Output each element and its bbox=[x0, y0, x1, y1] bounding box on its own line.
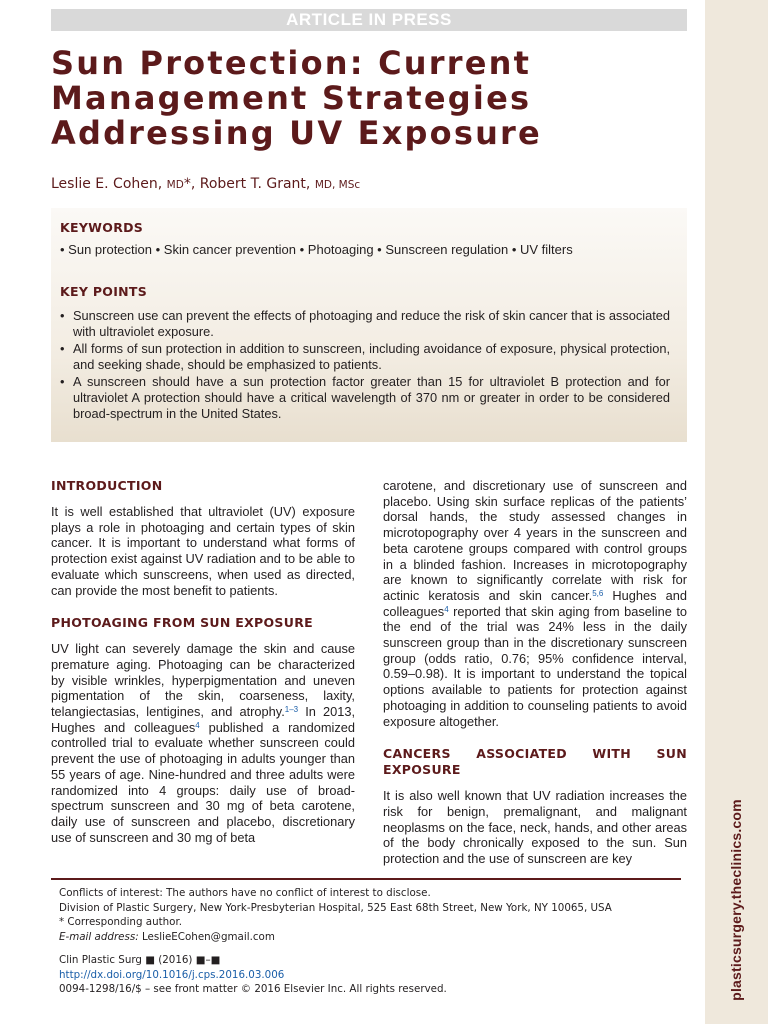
article-in-press-banner: ARTICLE IN PRESS bbox=[51, 9, 687, 31]
photoaging-paragraph bbox=[51, 641, 355, 845]
affiliation-note: Division of Plastic Surgery, New York-Presbyterian Hospital, 525 East 68th Street, New York, NY 10065, USA bbox=[59, 901, 612, 914]
cancers-paragraph: It is also well known that UV radiation increases the risk for benign, premalignant, and malignant neoplasms on the face, neck, hands, and other areas of the body chronically exposed to the sun. Sun protection and the use of sunscreen are key bbox=[383, 788, 687, 867]
author-1-degree: MD bbox=[166, 179, 184, 191]
footnotes bbox=[59, 886, 699, 944]
email-address[interactable]: LeslieECohen@gmail.com bbox=[138, 930, 275, 943]
author-2-name: Robert T. Grant, bbox=[199, 176, 315, 192]
conflicts-note: Conflicts of interest: The authors have no conflict of interest to disclose. bbox=[59, 887, 431, 899]
key-point-item: • Sunscreen use can prevent the effects of photoaging and reduce the risk of skin cancer that is associated with ultraviolet exposure. bbox=[60, 308, 670, 340]
right-column bbox=[383, 478, 687, 867]
copyright-line: 0094-1298/16/$ – see front matter © 2016 Elsevier Inc. All rights reserved. bbox=[59, 983, 447, 995]
continued-text-2: Hughes and colleagues bbox=[383, 587, 687, 619]
left-column bbox=[51, 478, 355, 845]
reference-link[interactable]: 1–3 bbox=[284, 705, 299, 715]
journal-url[interactable]: plasticsurgery.theclinics.com bbox=[728, 799, 744, 1001]
photoaging-heading: PHOTOAGING FROM SUN EXPOSURE bbox=[51, 615, 313, 631]
author-2-degree: MD, MSc bbox=[314, 179, 361, 191]
cancers-heading: CANCERS ASSOCIATED WITH SUN EXPOSURE bbox=[383, 746, 687, 778]
email-note bbox=[59, 930, 699, 945]
doi-link[interactable]: http://dx.doi.org/10.1016/j.cps.2016.03.006 bbox=[59, 968, 285, 981]
title-line-2: Management Strategies bbox=[51, 79, 532, 117]
photoaging-text-2: In 2013, Hughes and colleagues bbox=[51, 704, 356, 735]
key-point-item: • All forms of sun protection in addition to sunscreen, including avoidance of exposure, physical protection, and seeking shade, should be emphasized to patients. bbox=[60, 341, 670, 373]
author-1-name: Leslie E. Cohen, bbox=[51, 176, 167, 192]
corresponding-note: * Corresponding author. bbox=[59, 916, 183, 928]
reference-link[interactable]: 4 bbox=[195, 720, 200, 730]
key-point-item: • A sunscreen should have a sun protection factor greater than 15 for ultraviolet B protection and for ultraviolet A protection should have a critical wavelength of 370 nm or greater in order to be considered broad-spectrum in the United States. bbox=[60, 374, 670, 422]
key-points-list bbox=[60, 308, 670, 423]
footnote-divider bbox=[51, 878, 681, 880]
author-line bbox=[51, 176, 360, 192]
continued-text-3: reported that skin aging from baseline to the end of the trial was 24% less in the daily sunscreen group than in the discretionary sunscreen group (odds ratio, 0.76; 95% confidence interval, 0.59–0.98). It is important to understand the topical options available to patients for protection against photoaging in addition to counseling patients to avoid exposure altogether. bbox=[383, 603, 687, 729]
corresponding-mark: *, bbox=[183, 176, 200, 192]
email-label: E-mail address: bbox=[59, 930, 139, 943]
title-line-1: Sun Protection: Current bbox=[51, 44, 532, 82]
citation-block bbox=[59, 953, 447, 997]
journal-citation: Clin Plastic Surg ■ (2016) ■–■ bbox=[59, 954, 221, 966]
continued-paragraph bbox=[383, 478, 687, 729]
reference-link[interactable]: 4 bbox=[444, 604, 449, 614]
keywords-keypoints-box bbox=[51, 208, 687, 442]
continued-text-1: carotene, and discretionary use of sunscreen and placebo. Using skin surface replicas of the patients’ dorsal hands, the study assessed changes in microtopography over 4 years in the sunscreen and beta carotene groups compared with control groups in a blinded fashion. Increases in microtopography are known to significantly correlate with risk for actinic keratosis and skin cancer. bbox=[383, 478, 687, 603]
keywords-heading: KEYWORDS bbox=[60, 220, 144, 235]
article-title bbox=[51, 46, 691, 151]
photoaging-text-3: published a randomized controlled trial to evaluate whether sunscreen could prevent the use of photoaging in adults younger than 55 years of age. Nine-hundred and three adults were randomized into 4 groups: daily use of broad-spectrum sunscreen and 30 mg of beta carotene, daily use of sunscreen and placebo, discretionary use of sunscreen and 30 mg of beta bbox=[51, 719, 355, 845]
title-line-3: Addressing UV Exposure bbox=[51, 114, 542, 152]
reference-link[interactable]: 5,6 bbox=[592, 588, 604, 598]
key-points-heading: KEY POINTS bbox=[60, 284, 148, 299]
introduction-paragraph: It is well established that ultraviolet (UV) exposure plays a role in photoaging and certain types of skin cancer. It is important to understand what forms of protection exist against UV radiation and to be able to evaluate which sunscreens, when used as directed, can provide the most benefit to patients. bbox=[51, 504, 355, 598]
photoaging-text-1: UV light can severely damage the skin and cause premature aging. Photoaging can be characterized by visible wrinkles, hyperpigmentation and uneven pigmentation of the skin, coarseness, laxity, telangiectasias, lentigines, and atrophy. bbox=[51, 641, 355, 720]
keywords-list: • Sun protection • Skin cancer prevention • Photoaging • Sunscreen regulation • UV filters bbox=[60, 242, 573, 257]
introduction-heading: INTRODUCTION bbox=[51, 478, 163, 493]
